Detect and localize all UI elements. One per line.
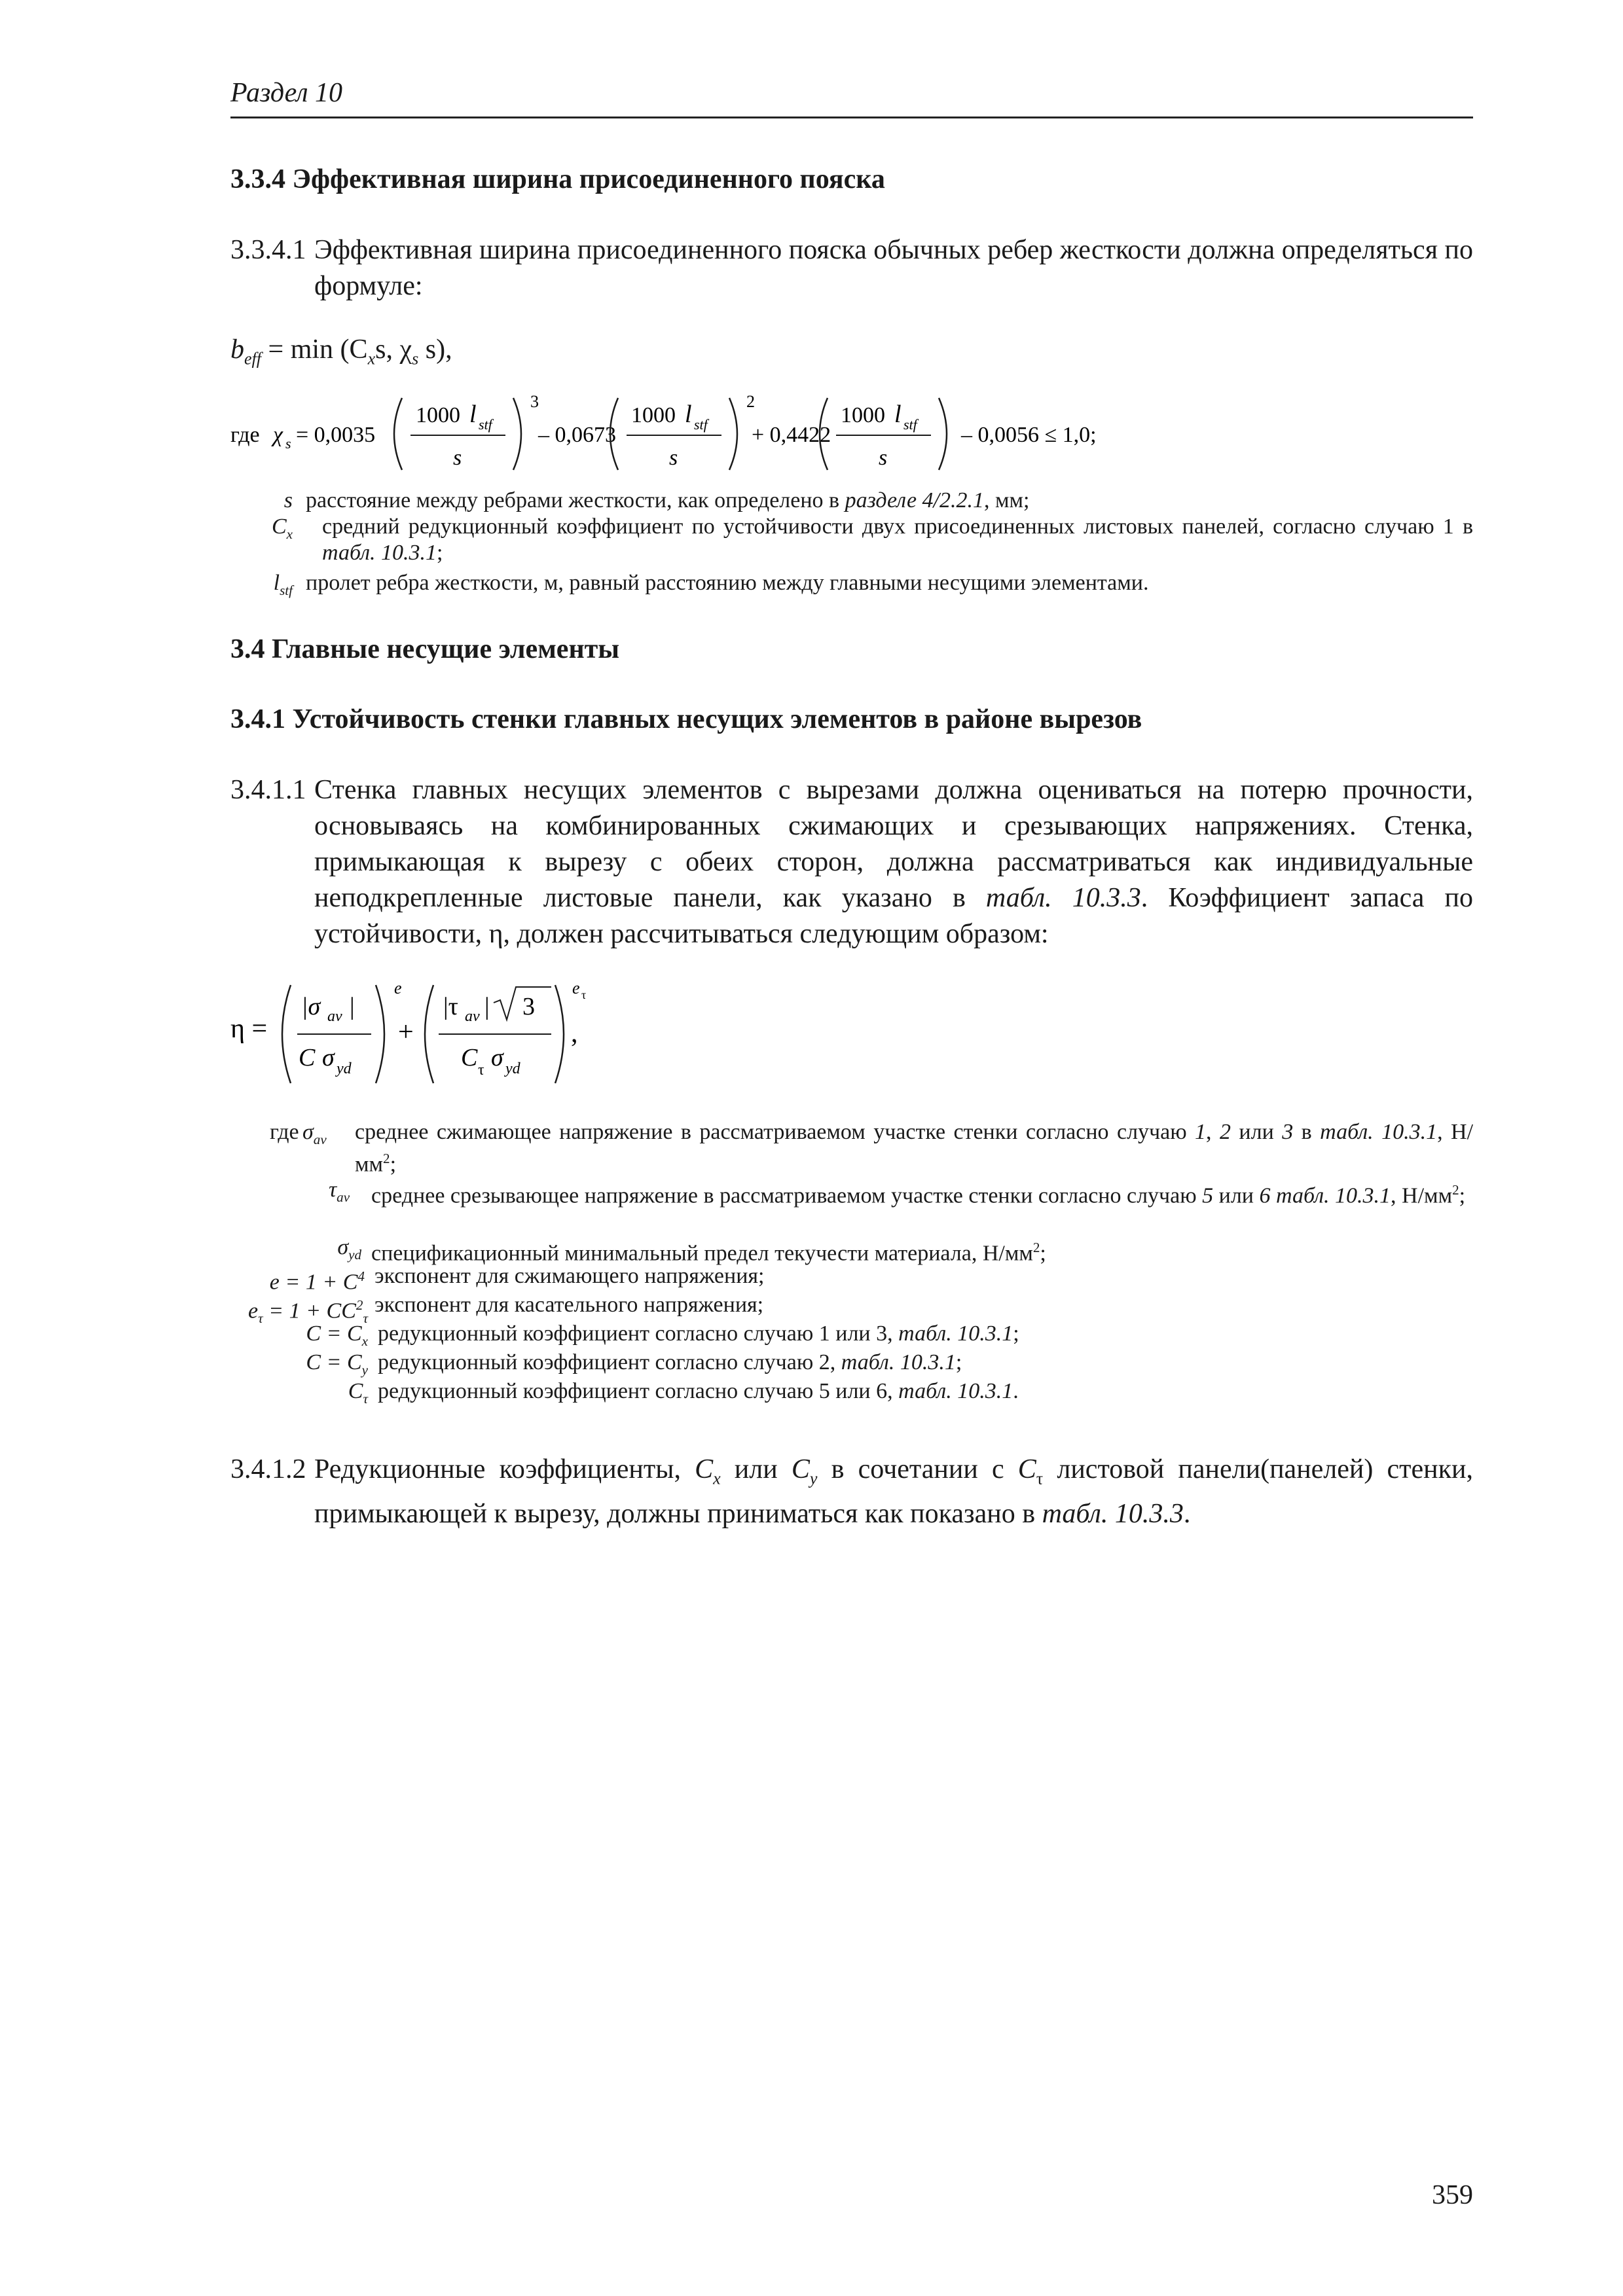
definition-sigma-av bbox=[230, 1119, 1474, 1177]
def-symbol: $e_\tau = 1 + CC^2_\tau$ bbox=[248, 1297, 368, 1327]
where-label: где bbox=[230, 423, 260, 447]
definition-sigma-yd bbox=[230, 1234, 1473, 1266]
def-symbol: $C_\tau$ bbox=[348, 1379, 368, 1407]
l-sub: stf bbox=[694, 416, 708, 433]
beff-rhs: = min (C bbox=[268, 334, 368, 365]
chi-subscript: s bbox=[285, 435, 291, 452]
def-text: средний редукционный коэффициент по устойчивости двух присоединенных листовых панелей, согласно случаю 1 в табл. 10.3.1; bbox=[322, 514, 1473, 565]
paren-close bbox=[376, 985, 384, 1083]
definition-etau bbox=[230, 1292, 1473, 1327]
beff-rhs3: s), bbox=[418, 334, 452, 365]
formula-eta bbox=[230, 969, 820, 1093]
definition-tau-av bbox=[230, 1177, 1473, 1229]
beff-subscript: eff bbox=[244, 349, 262, 368]
abs-bar: | bbox=[484, 993, 490, 1020]
definition-c-tau bbox=[230, 1378, 1473, 1407]
sqrt-arg: 3 bbox=[522, 993, 535, 1020]
def-symbol: $l_{stf}$ bbox=[273, 571, 293, 598]
frac-num: 1000 bbox=[631, 403, 676, 427]
l-symbol: l bbox=[894, 401, 902, 428]
def-symbol: s bbox=[283, 488, 293, 512]
formula-beff: $b_{eff} = \min (C_xs$, $\chi_s$ s), bbox=[230, 334, 452, 368]
def-text: среднее сжимающее напряжение в рассматриваемом участке стенки согласно случаю 1, 2 или 3 в табл. 10.3.1, $Н/мм^2$; bbox=[355, 1120, 1474, 1177]
sigma-av: |σ bbox=[301, 993, 321, 1020]
C-symbol: C bbox=[299, 1044, 316, 1071]
def-text: редукционный коэффициент согласно случаю 1 или 3, табл. 10.3.1; bbox=[378, 1321, 1019, 1346]
def-text: среднее срезывающее напряжение в рассматриваемом участке стенки согласно случаю 5 или 6 табл. 10.3.1, $Н/мм^2$; bbox=[371, 1182, 1466, 1208]
page-number: 359 bbox=[1432, 2180, 1473, 2210]
eta-lhs: η = bbox=[230, 1014, 268, 1044]
paren-close bbox=[513, 398, 521, 470]
paren-close bbox=[555, 985, 564, 1083]
paren-close bbox=[939, 398, 947, 470]
def-text: экспонент для касательного напряжения; bbox=[374, 1293, 764, 1317]
paragraph-text: Стенка главных несущих элементов с вырезами должна оцениваться на потерю прочности, основываясь на комбинированных сжимающих и срезывающих напряжениях. Стенка, примыкающая к вырезу с обеих сторон, должна рассматриваться как индивидуальные неподкрепленные листовые панели, как указано в табл. 10.3.3. Коэффициент запаса по устойчивости, η, должен рассчитываться следующим образом: bbox=[314, 775, 1474, 949]
l-sub: stf bbox=[479, 416, 492, 433]
coef-2: – 0,0673 bbox=[538, 423, 616, 447]
paragraph-3-3-4-1 bbox=[230, 232, 1473, 304]
sigma-yd: σ bbox=[491, 1044, 503, 1071]
def-text: экспонент для сжимающего напряжения; bbox=[374, 1264, 765, 1288]
def-symbol: $e = 1 + C^4$ bbox=[269, 1268, 365, 1295]
power-3: 3 bbox=[530, 392, 539, 411]
definition-c-x bbox=[230, 1321, 1473, 1350]
def-text: расстояние между ребрами жесткости, как определено в разделе 4/2.2.1, мм; bbox=[306, 488, 1030, 512]
chi-sub: s bbox=[412, 349, 419, 368]
exp-e: e bbox=[394, 978, 402, 997]
frac-den: s bbox=[453, 446, 462, 470]
def-text: спецификационный минимальный предел текучести материала, $Н/мм^2$; bbox=[371, 1240, 1046, 1266]
def-symbol: $C = C_x$ bbox=[306, 1321, 368, 1349]
frac-num: 1000 bbox=[416, 403, 460, 427]
beff-rhs2: s, χ bbox=[375, 334, 412, 365]
def-symbol: $\tau_{av}$ bbox=[329, 1177, 350, 1205]
l-symbol: l bbox=[685, 401, 692, 428]
document-page bbox=[230, 0, 1473, 2296]
av-sub: av bbox=[327, 1008, 342, 1025]
paragraph-3-4-1-1 bbox=[230, 772, 1473, 952]
paren-open bbox=[394, 398, 402, 470]
paragraph-number: 3.3.4.1 bbox=[230, 235, 306, 265]
C-tau: C bbox=[461, 1044, 478, 1071]
def-text: пролет ребра жесткости, м, равный расстоянию между главными несущими элементами. bbox=[306, 571, 1149, 595]
paragraph-3-4-1-2 bbox=[230, 1452, 1473, 1532]
def-text: редукционный коэффициент согласно случаю 2, табл. 10.3.1; bbox=[378, 1350, 962, 1374]
l-symbol: l bbox=[469, 401, 477, 428]
def-symbol: $\sigma_{av}$ bbox=[302, 1120, 327, 1147]
coef-4: – 0,0056 ≤ 1,0; bbox=[961, 423, 1097, 447]
definition-e bbox=[230, 1263, 1473, 1295]
abs-bar: | bbox=[350, 993, 355, 1020]
running-header: Раздел 10 bbox=[230, 78, 343, 108]
beff-symbol: b bbox=[230, 334, 244, 365]
section-heading-3-3-4: 3.3.4 Эффективная ширина присоединенного пояска bbox=[230, 164, 885, 194]
frac-den: s bbox=[879, 446, 888, 470]
section-heading-3-4-1: 3.4.1 Устойчивость стенки главных несущих элементов в районе вырезов bbox=[230, 704, 1142, 734]
tau-av: |τ bbox=[443, 993, 458, 1020]
av-sub: av bbox=[465, 1008, 480, 1025]
coef-1: = 0,0035 bbox=[296, 423, 376, 447]
def-symbol: $C_x$ bbox=[271, 514, 293, 542]
yd-sub: yd bbox=[505, 1060, 520, 1077]
comma: , bbox=[571, 1018, 578, 1049]
formula-chi bbox=[230, 386, 1473, 484]
paren-close bbox=[729, 398, 737, 470]
paragraph-number: 3.4.1.1 bbox=[230, 775, 306, 805]
paragraph-text: Редукционные коэффициенты, $C_x$ или $C_y$ в сочетании с $C_\tau$ листовой панели(панелей) стенки, примыкающей к вырезу, должны приниматься как показано в табл. 10.3.3. bbox=[314, 1454, 1474, 1530]
yd-sub: yd bbox=[337, 1060, 352, 1077]
def-text: редукционный коэффициент согласно случаю 5 или 6, табл. 10.3.1. bbox=[378, 1379, 1019, 1403]
def-symbol: $C = C_y$ bbox=[306, 1350, 368, 1378]
paragraph-text: Эффективная ширина присоединенного пояска обычных ребер жесткости должна определяться по формуле: bbox=[314, 235, 1473, 301]
paren-open bbox=[282, 985, 291, 1083]
paren-open bbox=[425, 985, 433, 1083]
paragraph-number: 3.4.1.2 bbox=[230, 1454, 306, 1484]
header-rule bbox=[230, 117, 1473, 118]
chi-symbol: χ bbox=[273, 423, 283, 447]
definition-c-y bbox=[230, 1350, 1473, 1378]
section-heading-3-4: 3.4 Главные несущие элементы bbox=[230, 634, 620, 664]
definition-s bbox=[230, 488, 1473, 514]
definition-lstf bbox=[230, 570, 1473, 599]
sigma-yd: σ bbox=[322, 1044, 335, 1071]
definition-cx bbox=[230, 514, 1473, 566]
l-sub: stf bbox=[903, 416, 917, 433]
exp-tau-sub: τ bbox=[581, 988, 587, 1001]
where-label: где bbox=[270, 1120, 299, 1144]
power-2: 2 bbox=[746, 392, 755, 411]
definitions-list-2 bbox=[230, 1119, 1473, 1407]
frac-num: 1000 bbox=[841, 403, 885, 427]
tau-sub: τ bbox=[478, 1062, 484, 1079]
def-symbol: $\sigma_{yd}$ bbox=[337, 1235, 361, 1263]
definitions-list-1 bbox=[230, 488, 1473, 599]
frac-den: s bbox=[669, 446, 678, 470]
exp-etau: e bbox=[572, 978, 580, 997]
coef-3: + 0,4422 bbox=[752, 423, 831, 447]
plus-sign: + bbox=[398, 1017, 414, 1047]
